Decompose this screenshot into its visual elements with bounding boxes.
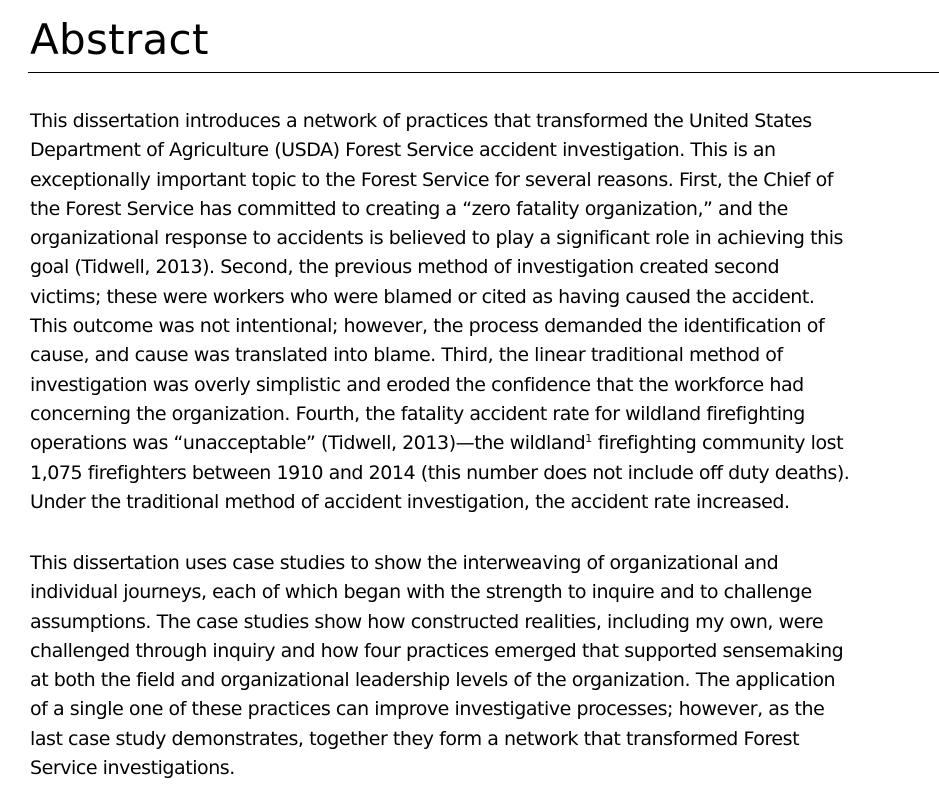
text-line: Service investigations. [30, 757, 235, 780]
heading-rule [28, 72, 939, 73]
text-line: organizational response to accidents is believed to play a significant role in achieving this [30, 227, 843, 250]
text-line: last case study demonstrates, together they form a network that transformed Forest [30, 727, 800, 750]
text-line: investigation was overly simplistic and eroded the confidence that the workforce had [30, 373, 804, 396]
text-line: exceptionally important topic to the Forest Service for several reasons. First, the Chief of [30, 168, 834, 191]
text-line: Department of Agriculture (USDA) Forest Service accident investigation. This is an [30, 139, 776, 162]
text-line: individual journeys, each of which began with the strength to inquire and to challenge [30, 581, 812, 604]
text-line: victims; these were workers who were blamed or cited as having caused the accident. [30, 285, 815, 308]
text-line-with-footnote [30, 429, 935, 458]
footnote-marker[interactable]: 1 [585, 432, 593, 446]
text-line: concerning the organization. Fourth, the fatality accident rate for wildland firefighting [30, 402, 805, 425]
text-line: This dissertation uses case studies to show the interweaving of organizational and [30, 552, 779, 574]
text-line: of a single one of these practices can improve investigative processes; however, as the [30, 698, 825, 721]
text-line: challenged through inquiry and how four practices emerged that supported sensemaking [30, 639, 844, 662]
footnote-line-before: operations was “unacceptable” (Tidwell, 2013)—the wildland [30, 432, 586, 455]
section-heading: Abstract [30, 15, 209, 64]
text-line: the Forest Service has committed to creating a “zero fatality organization,” and the [30, 197, 788, 220]
text-line: This dissertation introduces a network of practices that transformed the United States [30, 110, 812, 132]
abstract-paragraph-1 [30, 107, 935, 517]
text-line: cause, and cause was translated into blame. Third, the linear traditional method of [30, 344, 783, 367]
text-line: 1,075 firefighters between 1910 and 2014 (this number does not include off duty deaths). [30, 461, 850, 484]
text-line: goal (Tidwell, 2013). Second, the previous method of investigation created second [30, 256, 780, 279]
text-line: assumptions. The case studies show how constructed realities, including my own, were [30, 610, 824, 633]
text-line: This outcome was not intentional; however, the process demanded the identification of [30, 315, 825, 338]
text-line: Under the traditional method of accident investigation, the accident rate increased. [30, 490, 790, 513]
abstract-paragraph-2 [30, 549, 935, 783]
footnote-line-after: firefighting community lost [592, 432, 844, 455]
text-line: at both the field and organizational leadership levels of the organization. The application [30, 669, 836, 692]
